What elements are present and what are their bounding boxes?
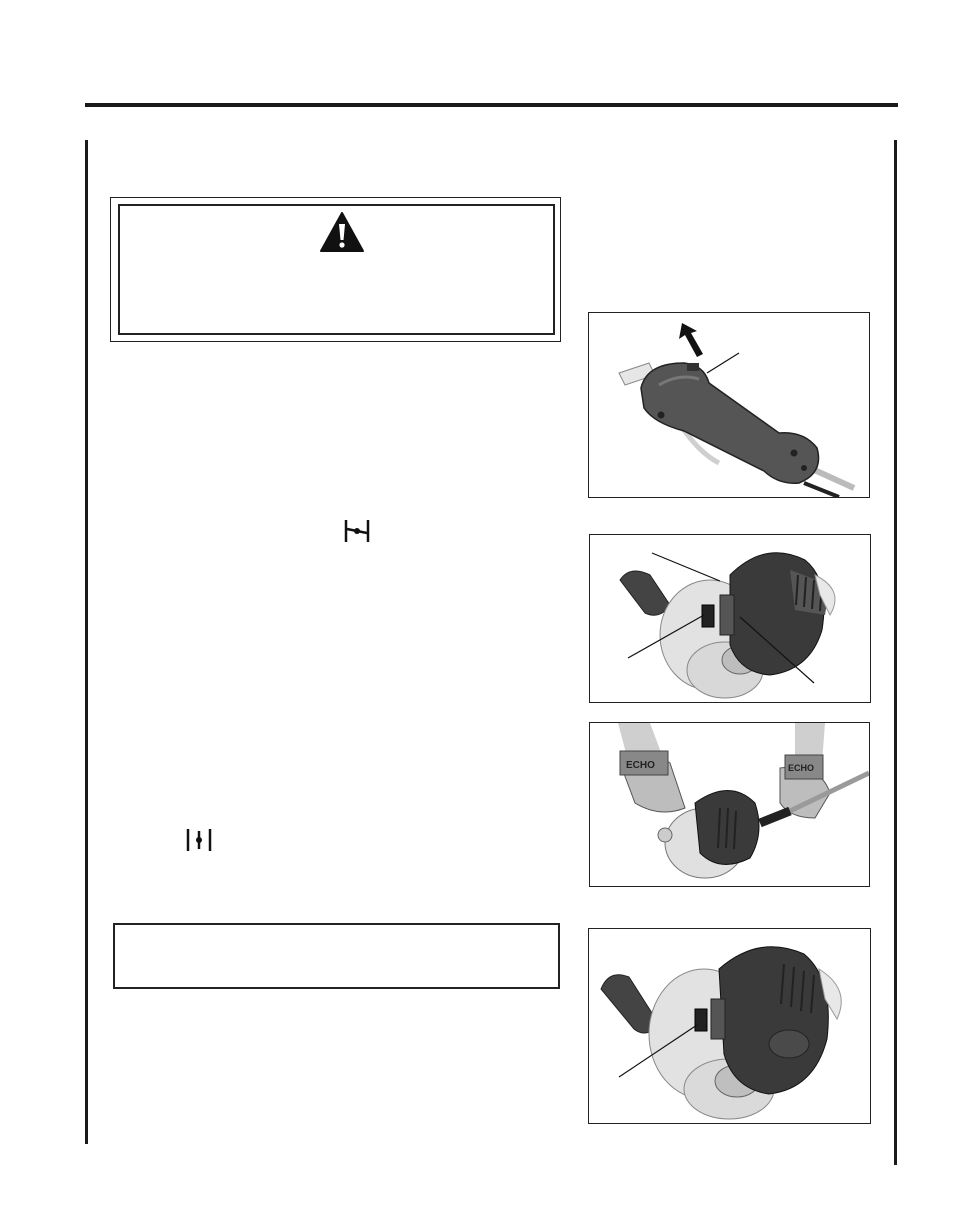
left-margin-rule (85, 140, 88, 1144)
right-margin-rule (894, 140, 897, 1165)
figure-engine-choke-lever (588, 928, 871, 1124)
header-rule (85, 103, 898, 107)
arrow-up-icon (679, 323, 703, 357)
choke-closed-icon (344, 518, 370, 544)
figure-engine-controls (589, 534, 871, 703)
glove-logo-left: ECHO (626, 760, 655, 771)
glove-logo-right: ECHO (788, 763, 815, 773)
note-box (113, 923, 560, 989)
figure-operator-hands (589, 722, 870, 887)
figure-handle-throttle (588, 312, 870, 498)
choke-open-icon (186, 827, 212, 853)
warning-triangle-icon (319, 211, 365, 253)
